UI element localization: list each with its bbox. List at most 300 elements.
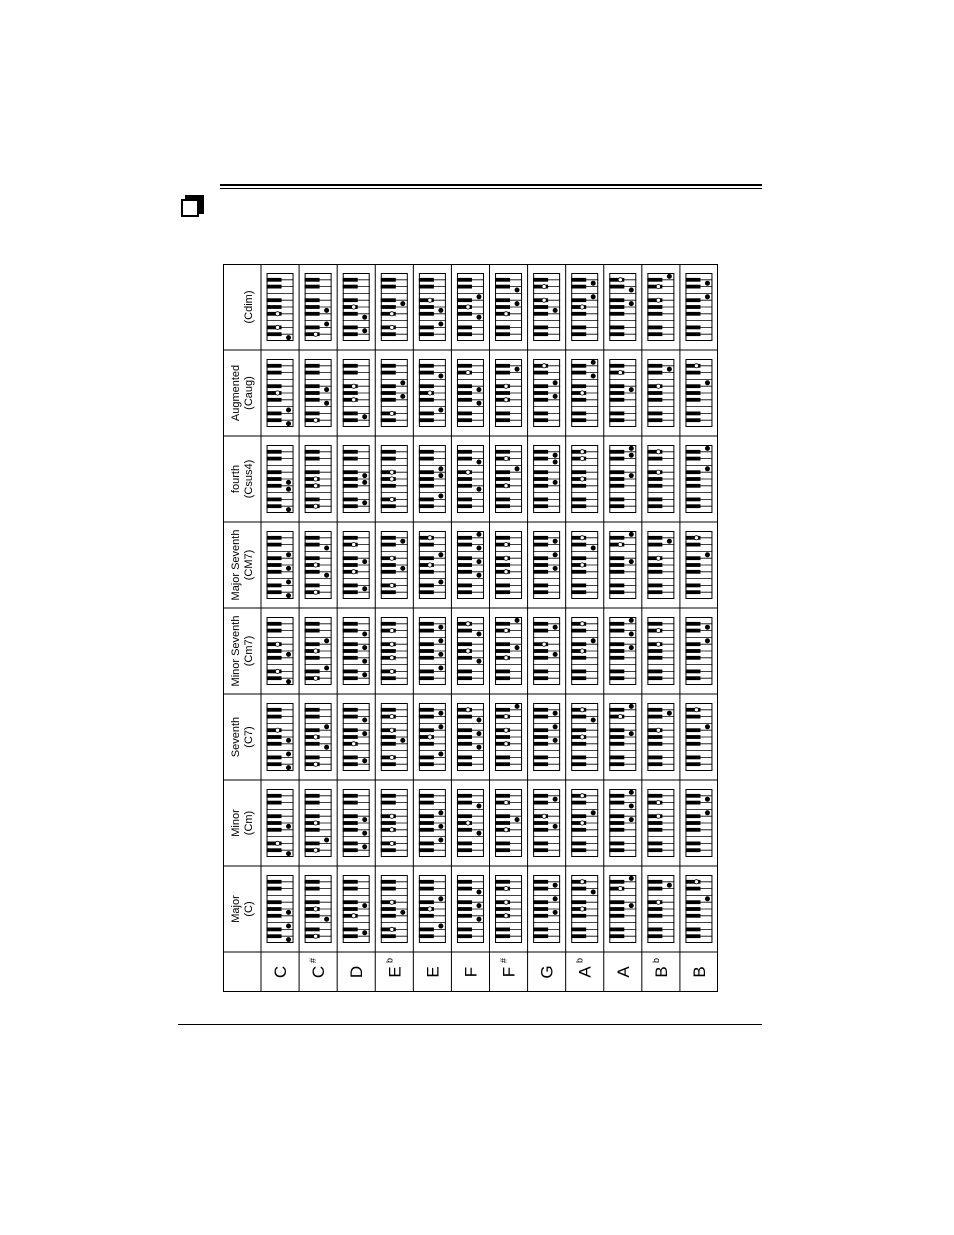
black-key bbox=[533, 907, 548, 911]
black-key bbox=[267, 543, 282, 547]
chord-type-label bbox=[230, 365, 255, 421]
black-key bbox=[343, 450, 358, 454]
note-marker bbox=[286, 652, 290, 656]
black-key bbox=[419, 570, 434, 574]
black-key bbox=[685, 728, 700, 732]
black-key bbox=[381, 762, 396, 766]
black-key bbox=[419, 708, 434, 712]
black-key bbox=[267, 794, 282, 798]
black-key bbox=[343, 412, 358, 416]
black-key bbox=[609, 828, 624, 832]
note-marker bbox=[504, 457, 508, 461]
note-marker bbox=[705, 467, 709, 471]
keyboard-diagram bbox=[647, 704, 674, 771]
black-key bbox=[609, 842, 624, 846]
black-key bbox=[647, 907, 662, 911]
note-marker bbox=[504, 656, 508, 660]
note-marker bbox=[553, 460, 557, 464]
black-key bbox=[457, 384, 472, 388]
black-key bbox=[495, 470, 510, 474]
note-marker bbox=[667, 711, 671, 715]
black-key bbox=[419, 887, 434, 891]
black-key bbox=[609, 629, 624, 633]
keyboard-diagram bbox=[267, 704, 294, 771]
note-marker bbox=[363, 659, 367, 663]
keyboard-diagram bbox=[647, 532, 674, 599]
black-key bbox=[419, 371, 434, 375]
note-marker bbox=[629, 818, 633, 822]
keyboard-diagram bbox=[495, 618, 522, 685]
note-marker bbox=[705, 625, 709, 629]
black-key bbox=[267, 828, 282, 832]
keyboard-diagram bbox=[267, 618, 294, 685]
black-key bbox=[495, 934, 510, 938]
note-marker bbox=[553, 480, 557, 484]
black-key bbox=[457, 848, 472, 852]
note-marker bbox=[466, 708, 470, 712]
black-key bbox=[381, 457, 396, 461]
note-marker bbox=[275, 642, 279, 646]
black-key bbox=[571, 914, 586, 918]
black-key bbox=[457, 934, 472, 938]
black-key bbox=[381, 278, 396, 282]
keyboard-diagram bbox=[381, 446, 408, 513]
note-marker bbox=[667, 367, 671, 371]
note-marker bbox=[390, 900, 394, 904]
black-key bbox=[419, 398, 434, 402]
black-key bbox=[647, 708, 662, 712]
black-key bbox=[571, 814, 586, 818]
black-key bbox=[305, 470, 320, 474]
black-key bbox=[457, 842, 472, 846]
black-key bbox=[267, 305, 282, 309]
note-marker bbox=[275, 325, 279, 329]
black-key bbox=[381, 563, 396, 567]
black-key bbox=[609, 398, 624, 402]
note-marker bbox=[314, 484, 318, 488]
chord-type-symbol: (Cm) bbox=[243, 810, 255, 836]
black-key bbox=[419, 801, 434, 805]
note-marker bbox=[363, 646, 367, 650]
black-key bbox=[609, 484, 624, 488]
black-key bbox=[495, 928, 510, 932]
note-marker bbox=[314, 563, 318, 567]
note-marker bbox=[553, 797, 557, 801]
note-marker bbox=[275, 728, 279, 732]
note-marker bbox=[629, 474, 633, 478]
black-key bbox=[267, 418, 282, 422]
root-note-label bbox=[575, 958, 595, 978]
black-key bbox=[495, 563, 510, 567]
note-marker bbox=[390, 325, 394, 329]
keyboard-diagram bbox=[305, 618, 332, 685]
note-marker bbox=[553, 553, 557, 557]
keyboard-diagram bbox=[381, 790, 408, 857]
note-marker bbox=[314, 735, 318, 739]
black-key bbox=[609, 928, 624, 932]
note-marker bbox=[439, 553, 443, 557]
black-key bbox=[267, 715, 282, 719]
black-key bbox=[343, 821, 358, 825]
note-marker bbox=[390, 814, 394, 818]
black-key bbox=[533, 556, 548, 560]
black-key bbox=[267, 484, 282, 488]
note-marker bbox=[504, 384, 508, 388]
note-marker bbox=[553, 308, 557, 312]
black-key bbox=[495, 622, 510, 626]
note-marker bbox=[656, 814, 660, 818]
black-key bbox=[305, 622, 320, 626]
black-key bbox=[267, 821, 282, 825]
black-key bbox=[419, 649, 434, 653]
black-key bbox=[647, 928, 662, 932]
root-note-accidental: b bbox=[650, 957, 661, 963]
keyboard-diagram bbox=[419, 876, 446, 943]
footer-rule bbox=[178, 1024, 762, 1025]
black-key bbox=[647, 735, 662, 739]
note-marker bbox=[504, 312, 508, 316]
note-marker bbox=[667, 274, 671, 278]
keyboard-diagram bbox=[571, 360, 598, 427]
black-key bbox=[419, 326, 434, 330]
note-marker bbox=[542, 285, 546, 289]
black-key bbox=[647, 584, 662, 588]
black-key bbox=[343, 584, 358, 588]
black-key bbox=[647, 880, 662, 884]
black-key bbox=[343, 794, 358, 798]
chord-type-symbol: (C7) bbox=[243, 726, 255, 748]
black-key bbox=[495, 326, 510, 330]
note-marker bbox=[439, 924, 443, 928]
note-marker bbox=[694, 880, 698, 884]
black-key bbox=[609, 880, 624, 884]
black-key bbox=[533, 563, 548, 567]
black-key bbox=[609, 656, 624, 660]
black-key bbox=[457, 828, 472, 832]
keyboard-diagram bbox=[571, 790, 598, 857]
black-key bbox=[305, 536, 320, 540]
note-marker bbox=[580, 457, 584, 461]
black-key bbox=[533, 914, 548, 918]
note-marker bbox=[363, 931, 367, 935]
black-key bbox=[267, 504, 282, 508]
black-key bbox=[495, 305, 510, 309]
note-marker bbox=[352, 398, 356, 402]
keyboard-diagram bbox=[457, 790, 484, 857]
black-key bbox=[533, 418, 548, 422]
black-key bbox=[419, 584, 434, 588]
black-key bbox=[457, 742, 472, 746]
black-key bbox=[343, 828, 358, 832]
note-marker bbox=[629, 790, 633, 794]
black-key bbox=[609, 470, 624, 474]
black-key bbox=[305, 794, 320, 798]
keyboard-diagram bbox=[647, 618, 674, 685]
black-key bbox=[533, 629, 548, 633]
black-key bbox=[685, 642, 700, 646]
black-key bbox=[647, 371, 662, 375]
black-key bbox=[381, 907, 396, 911]
black-key bbox=[685, 656, 700, 660]
black-key bbox=[685, 821, 700, 825]
black-key bbox=[457, 880, 472, 884]
chord-type-label bbox=[243, 291, 255, 324]
black-key bbox=[343, 848, 358, 852]
black-key bbox=[533, 504, 548, 508]
keyboard-diagram bbox=[571, 274, 598, 341]
note-marker bbox=[363, 329, 367, 333]
note-marker bbox=[439, 666, 443, 670]
note-marker bbox=[705, 281, 709, 285]
black-key bbox=[533, 676, 548, 680]
black-key bbox=[685, 312, 700, 316]
black-key bbox=[419, 742, 434, 746]
keyboard-diagram bbox=[685, 360, 712, 427]
note-marker bbox=[667, 883, 671, 887]
black-key bbox=[647, 742, 662, 746]
keyboard-diagram bbox=[305, 360, 332, 427]
note-marker bbox=[477, 732, 481, 736]
black-key bbox=[305, 914, 320, 918]
black-key bbox=[457, 278, 472, 282]
black-key bbox=[343, 934, 358, 938]
note-marker bbox=[325, 546, 329, 550]
keyboard-diagram bbox=[343, 790, 370, 857]
keyboard-diagram bbox=[457, 876, 484, 943]
black-key bbox=[305, 285, 320, 289]
note-marker bbox=[477, 546, 481, 550]
black-key bbox=[267, 371, 282, 375]
black-key bbox=[343, 563, 358, 567]
black-key bbox=[267, 814, 282, 818]
note-marker bbox=[275, 312, 279, 316]
note-marker bbox=[553, 381, 557, 385]
note-marker bbox=[629, 453, 633, 457]
black-key bbox=[647, 848, 662, 852]
note-marker bbox=[629, 560, 633, 564]
black-key bbox=[685, 735, 700, 739]
note-marker bbox=[477, 804, 481, 808]
black-key bbox=[533, 312, 548, 316]
black-key bbox=[305, 887, 320, 891]
black-key bbox=[267, 907, 282, 911]
black-key bbox=[609, 762, 624, 766]
keyboard-diagram bbox=[457, 704, 484, 771]
note-marker bbox=[705, 725, 709, 729]
chord-type-symbol: (Csus4) bbox=[243, 459, 255, 499]
black-key bbox=[609, 622, 624, 626]
black-key bbox=[495, 756, 510, 760]
note-marker bbox=[401, 566, 405, 570]
note-marker bbox=[553, 625, 557, 629]
keyboard-diagram bbox=[457, 360, 484, 427]
black-key bbox=[609, 914, 624, 918]
black-key bbox=[533, 590, 548, 594]
black-key bbox=[571, 556, 586, 560]
note-marker bbox=[286, 422, 290, 426]
note-marker bbox=[390, 470, 394, 474]
note-marker bbox=[466, 821, 470, 825]
black-key bbox=[267, 848, 282, 852]
note-marker bbox=[352, 570, 356, 574]
black-key bbox=[609, 305, 624, 309]
black-key bbox=[609, 364, 624, 368]
note-marker bbox=[363, 904, 367, 908]
black-key bbox=[343, 735, 358, 739]
black-key bbox=[305, 278, 320, 282]
note-marker bbox=[504, 629, 508, 633]
keyboard-diagram bbox=[609, 274, 636, 341]
black-key bbox=[609, 649, 624, 653]
keyboard-diagram bbox=[419, 618, 446, 685]
black-key bbox=[685, 298, 700, 302]
black-key bbox=[571, 418, 586, 422]
black-key bbox=[647, 656, 662, 660]
black-key bbox=[381, 384, 396, 388]
black-key bbox=[647, 536, 662, 540]
black-key bbox=[685, 278, 700, 282]
black-key bbox=[609, 285, 624, 289]
note-marker bbox=[314, 418, 318, 422]
black-key bbox=[343, 715, 358, 719]
note-marker bbox=[705, 381, 709, 385]
black-key bbox=[647, 762, 662, 766]
black-key bbox=[609, 676, 624, 680]
note-marker bbox=[325, 322, 329, 326]
note-marker bbox=[515, 467, 519, 471]
black-key bbox=[647, 842, 662, 846]
black-key bbox=[457, 756, 472, 760]
black-key bbox=[419, 484, 434, 488]
note-marker bbox=[363, 415, 367, 419]
black-key bbox=[457, 715, 472, 719]
chord-type-symbol: (Cm7) bbox=[243, 635, 255, 667]
note-marker bbox=[705, 295, 709, 299]
note-marker bbox=[439, 652, 443, 656]
black-key bbox=[533, 934, 548, 938]
black-key bbox=[305, 629, 320, 633]
black-key bbox=[267, 756, 282, 760]
black-key bbox=[267, 914, 282, 918]
note-marker bbox=[477, 560, 481, 564]
keyboard-diagram bbox=[381, 704, 408, 771]
note-marker bbox=[553, 394, 557, 398]
note-marker bbox=[275, 669, 279, 673]
black-key bbox=[305, 801, 320, 805]
root-note-label bbox=[538, 965, 557, 978]
black-key bbox=[419, 676, 434, 680]
note-marker bbox=[363, 560, 367, 564]
black-key bbox=[343, 907, 358, 911]
black-key bbox=[685, 828, 700, 832]
black-key bbox=[267, 649, 282, 653]
keyboard-diagram bbox=[305, 704, 332, 771]
black-key bbox=[381, 450, 396, 454]
keyboard-diagram bbox=[343, 274, 370, 341]
black-key bbox=[457, 326, 472, 330]
note-marker bbox=[466, 371, 470, 375]
black-key bbox=[457, 332, 472, 336]
keyboard-diagram bbox=[495, 360, 522, 427]
note-marker bbox=[325, 838, 329, 842]
black-key bbox=[419, 285, 434, 289]
black-key bbox=[343, 477, 358, 481]
note-marker bbox=[591, 360, 595, 364]
black-key bbox=[533, 842, 548, 846]
note-marker bbox=[363, 732, 367, 736]
black-key bbox=[495, 450, 510, 454]
note-marker bbox=[542, 298, 546, 302]
keyboard-diagram bbox=[381, 876, 408, 943]
note-marker bbox=[286, 553, 290, 557]
note-marker bbox=[325, 401, 329, 405]
note-marker bbox=[314, 821, 318, 825]
black-key bbox=[267, 656, 282, 660]
black-key bbox=[343, 756, 358, 760]
black-key bbox=[419, 928, 434, 932]
keyboard-diagram bbox=[571, 704, 598, 771]
black-key bbox=[533, 570, 548, 574]
note-marker bbox=[504, 914, 508, 918]
black-key bbox=[343, 371, 358, 375]
note-marker bbox=[439, 824, 443, 828]
black-key bbox=[457, 484, 472, 488]
note-marker bbox=[363, 673, 367, 677]
black-key bbox=[647, 570, 662, 574]
note-marker bbox=[286, 938, 290, 942]
black-key bbox=[343, 880, 358, 884]
keyboard-diagram bbox=[609, 360, 636, 427]
black-key bbox=[267, 556, 282, 560]
black-key bbox=[267, 470, 282, 474]
note-marker bbox=[439, 752, 443, 756]
keyboard-diagram bbox=[647, 876, 674, 943]
black-key bbox=[419, 842, 434, 846]
black-key bbox=[533, 828, 548, 832]
note-marker bbox=[286, 566, 290, 570]
black-key bbox=[533, 656, 548, 660]
black-key bbox=[343, 326, 358, 330]
keyboard-diagram bbox=[495, 274, 522, 341]
keyboard-diagram bbox=[267, 532, 294, 599]
note-marker bbox=[618, 371, 622, 375]
black-key bbox=[685, 556, 700, 560]
note-marker bbox=[504, 887, 508, 891]
black-key bbox=[495, 371, 510, 375]
black-key bbox=[647, 305, 662, 309]
keyboard-diagram bbox=[305, 790, 332, 857]
note-marker bbox=[477, 917, 481, 921]
black-key bbox=[419, 450, 434, 454]
black-key bbox=[571, 801, 586, 805]
black-key bbox=[381, 391, 396, 395]
black-key bbox=[609, 418, 624, 422]
black-key bbox=[457, 498, 472, 502]
note-marker bbox=[515, 288, 519, 292]
black-key bbox=[267, 298, 282, 302]
black-key bbox=[267, 584, 282, 588]
root-note-label bbox=[614, 966, 633, 978]
black-key bbox=[685, 326, 700, 330]
black-key bbox=[647, 332, 662, 336]
note-marker bbox=[286, 408, 290, 412]
black-key bbox=[571, 484, 586, 488]
note-marker bbox=[314, 762, 318, 766]
black-key bbox=[305, 391, 320, 395]
black-key bbox=[533, 412, 548, 416]
note-marker bbox=[390, 497, 394, 501]
black-key bbox=[647, 934, 662, 938]
